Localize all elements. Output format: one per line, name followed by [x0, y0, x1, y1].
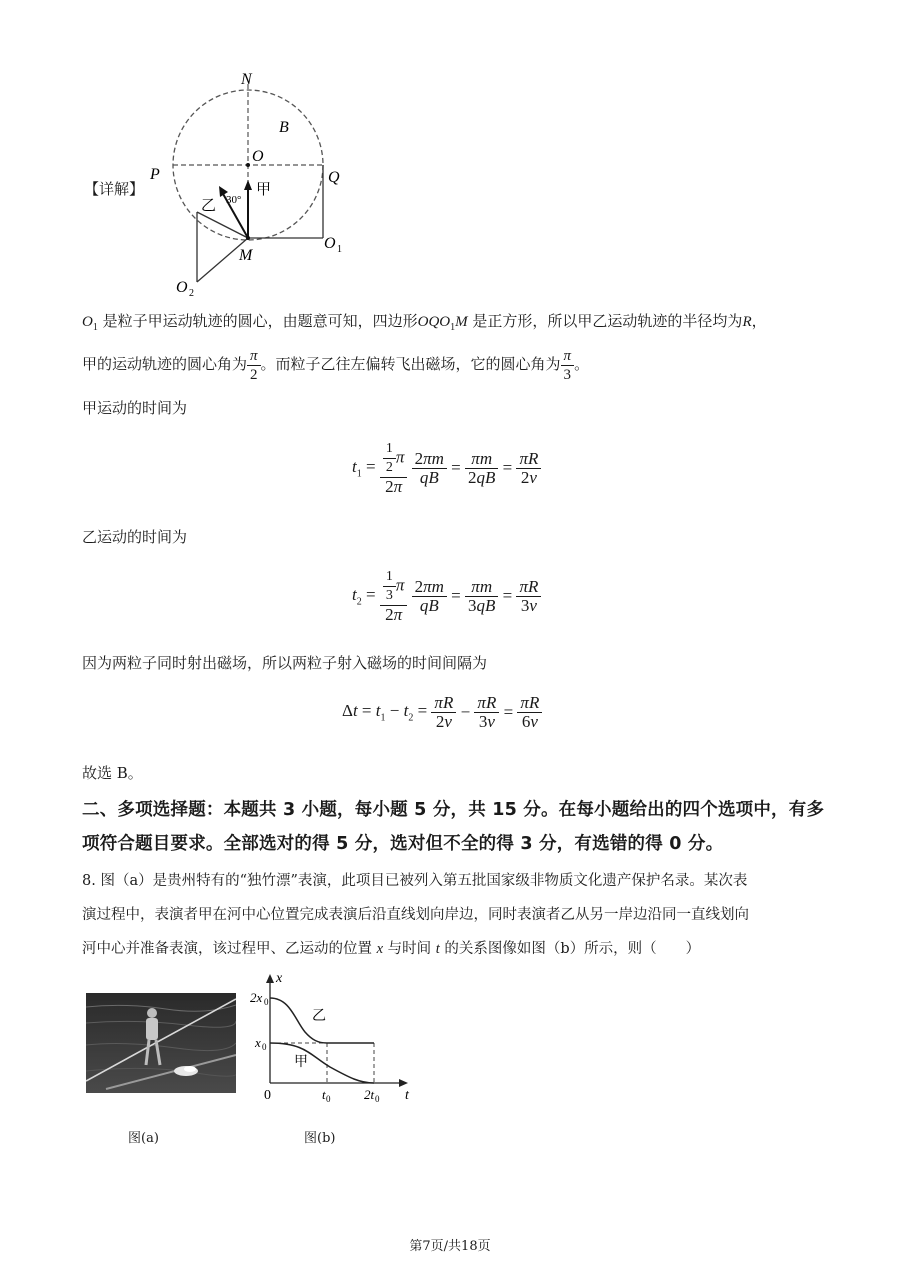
label-P: P	[150, 166, 160, 183]
photo-bamboo-rafting	[86, 993, 236, 1093]
label-t0: t	[322, 1087, 326, 1102]
curve-jia	[270, 1043, 374, 1083]
question8-line-3: 河中心并准备表演，该过程甲、乙运动的位置 x 与时间 t 的关系图像如图（b）所示，则（ ）	[82, 941, 701, 957]
magnetic-field-diagram	[140, 62, 360, 302]
label-x0: x	[255, 1035, 261, 1050]
label-2t0: 2t	[364, 1087, 375, 1102]
label-x-axis: x	[276, 971, 283, 986]
label-yi: 乙	[201, 198, 217, 214]
equation-t1: $t_1$ = $\frac{1}{2}$ π 2π $\frac{2\pi m}{qB}$ = $\frac{\pi m}{2qB}$ = $\frac{\pi R}{2v}$	[352, 440, 541, 496]
arrowhead-jia	[244, 180, 252, 190]
caption-a: 图(a)	[128, 1131, 159, 1146]
question8-line-2: 演过程中，表演者甲在河中心位置完成表演后沿直线划向岸边，同时表演者乙从另一岸边沿同一直线划向	[82, 907, 749, 923]
label-O: O	[252, 148, 264, 165]
explanation-line-1: $O_1$ 是粒子甲运动轨迹的圆心，由题意可知，四边形$OQO_1M$ 是正方形，所以甲乙运动轨迹的半径均为R，	[82, 312, 767, 333]
page-footer: 第7页/共18页	[409, 1239, 491, 1254]
label-jia: 甲	[256, 182, 272, 198]
label-N: N	[241, 71, 252, 88]
label-Q: Q	[328, 169, 340, 186]
equation-delta-t: $\Delta t = t_1 - t_2$ = $\frac{\pi R}{2v}$ − $\frac{\pi R}{3v}$ = $\frac{\pi R}{6v}$	[342, 694, 542, 731]
detail-label: 【详解】	[84, 180, 145, 198]
position-time-graph	[250, 970, 420, 1110]
label-O1: O	[324, 235, 336, 252]
svg-text:0: 0	[262, 1042, 267, 1052]
answer-line: 故选 B。	[82, 764, 143, 782]
label-t-axis: t	[405, 1088, 409, 1103]
section2-line-2: 项符合题目要求。全部选对的得 5 分，选对但不全的得 3 分，有选错的得 0 分。	[82, 834, 724, 854]
svg-text:0: 0	[375, 1094, 380, 1104]
label-O1-sub: 1	[337, 244, 342, 255]
label-2x0: 2x	[250, 990, 263, 1005]
point-M	[246, 236, 250, 240]
explanation-line-2: 甲的运动轨迹的圆心角为 $\frac{\pi}{2}$ 。而粒子乙往左偏转飞出磁场，它的圆心角为 $\frac{\pi}{3}$ 。	[82, 347, 590, 383]
point-O	[246, 163, 250, 167]
caption-b: 图(b)	[304, 1131, 336, 1146]
x-axis-arrow	[266, 974, 274, 983]
equation-t2: $t_2$ = $\frac{1}{3}$ π 2π $\frac{2\pi m}{qB}$ = $\frac{\pi m}{3qB}$ = $\frac{\pi R}{3v}$	[352, 568, 541, 624]
yi-time-heading: 乙运动的时间为	[82, 528, 188, 546]
question8-line-1: 8. 图（a）是贵州特有的“独竹漂”表演，此项目已被列入第五批国家级非物质文化遗产保护名录。某次表	[82, 873, 748, 889]
performer-body	[146, 1018, 158, 1040]
label-O2: O	[176, 279, 188, 296]
svg-text:0: 0	[264, 997, 269, 1007]
jia-time-heading: 甲运动的时间为	[82, 399, 188, 417]
section2-line-1: 二、多项选择题：本题共 3 小题，每小题 5 分，共 15 分。在每小题给出的四个选项中，有多	[82, 800, 825, 820]
label-curve-yi: 乙	[312, 1009, 326, 1024]
label-angle: 30°	[226, 194, 242, 206]
performer-head	[147, 1008, 157, 1018]
svg-text:0: 0	[326, 1094, 331, 1104]
label-M: M	[239, 247, 253, 264]
interval-heading: 因为两粒子同时射出磁场，所以两粒子射入磁场的时间间隔为	[82, 654, 488, 672]
label-origin: 0	[264, 1088, 271, 1103]
label-O2-sub: 2	[189, 288, 194, 299]
t-axis-arrow	[399, 1079, 408, 1087]
label-B: B	[279, 119, 289, 136]
label-curve-jia: 甲	[294, 1055, 308, 1070]
